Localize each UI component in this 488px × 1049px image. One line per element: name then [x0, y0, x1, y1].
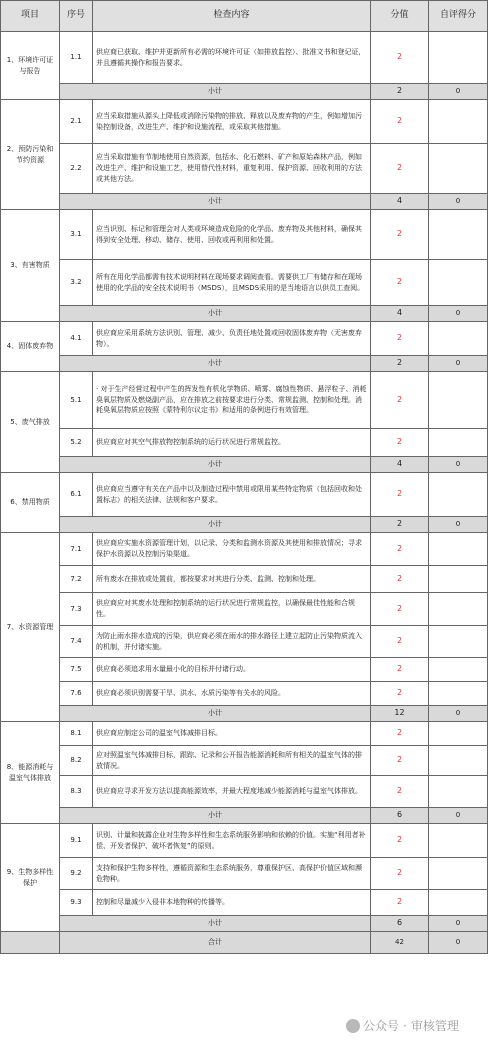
- row-seq: 6.1: [60, 473, 93, 517]
- subtotal-self-score: 0: [429, 457, 488, 473]
- subtotal-self-score: 0: [429, 706, 488, 722]
- row-score: 2: [371, 260, 429, 306]
- watermark: [346, 1017, 459, 1034]
- subtotal-score: 12: [371, 706, 429, 722]
- row-content: 控制和尽量减少入侵非本地物种的传播等。: [93, 890, 371, 916]
- row-content: 供应商应当遵守有关在产品中以及制造过程中禁用或限用某些特定物质（包括回收和处置标志）的相关法律、法规和客户要求。: [93, 473, 371, 517]
- row-seq: 7.6: [60, 682, 93, 706]
- row-content: 供应商应对其废水处理和控制系统的运行状况进行常规监控，以确保最佳性能和合规性。: [93, 593, 371, 626]
- row-score: 2: [371, 566, 429, 593]
- row-score: 2: [371, 658, 429, 682]
- row-score: 2: [371, 473, 429, 517]
- row-seq: 2.2: [60, 144, 93, 194]
- row-seq: 5.1: [60, 372, 93, 429]
- row-self-score: [429, 32, 488, 84]
- subtotal-self-score: 0: [429, 356, 488, 372]
- row-content: 支持和保护生物多样性，遵循资源和生态系统服务，尊重保护区、高保护价值区域和濒危物种。: [93, 858, 371, 890]
- subtotal-label: 小计: [60, 916, 371, 932]
- table-row: [1, 429, 488, 457]
- section-name: 9、生物多样性保护: [1, 824, 60, 932]
- subtotal-label: 小计: [60, 808, 371, 824]
- section-name: 2、预防污染和节约资源: [1, 100, 60, 210]
- row-self-score: [429, 858, 488, 890]
- row-self-score: [429, 566, 488, 593]
- row-self-score: [429, 682, 488, 706]
- total-self-score: 0: [429, 932, 488, 954]
- table-row: [1, 533, 488, 566]
- table-row: [1, 722, 488, 746]
- subtotal-row: [1, 706, 488, 722]
- subtotal-row: [1, 457, 488, 473]
- row-seq: 4.1: [60, 322, 93, 356]
- header-content: 检查内容: [93, 1, 371, 32]
- row-seq: 9.3: [60, 890, 93, 916]
- row-score: 2: [371, 682, 429, 706]
- row-content: 所有废水在排放或处置前，都按要求对其进行分类、监测、控制和处理。: [93, 566, 371, 593]
- watermark-account-name: 审核管理: [410, 1019, 459, 1033]
- table-row: [1, 100, 488, 144]
- row-content: 所有在用化学品都需有技术说明材料在现场要求调阅查看。需要供工厂有储存和在现场使用的化学品的安全技术说明书（MSDS），且MSDS采用的是当地语言以供员工查阅。: [93, 260, 371, 306]
- section-name: 7、水资源管理: [1, 533, 60, 722]
- row-content: 供应商应实施水资源管理计划，以记录、分类和监测水资源及其使用和排放情况；寻求保护水资源以及控制污染渠道。: [93, 533, 371, 566]
- subtotal-row: [1, 84, 488, 100]
- row-score: 2: [371, 890, 429, 916]
- subtotal-self-score: 0: [429, 517, 488, 533]
- row-content: 供应商已获取、维护并更新所有必需的环境许可证（如排放监控）、批准文书和登记证，并且遵循其操作和报告要求。: [93, 32, 371, 84]
- table-row: [1, 593, 488, 626]
- subtotal-self-score: 0: [429, 306, 488, 322]
- row-seq: 8.2: [60, 746, 93, 776]
- total-blank-cell: [1, 932, 60, 954]
- row-self-score: [429, 722, 488, 746]
- row-score: 2: [371, 210, 429, 260]
- subtotal-row: [1, 306, 488, 322]
- row-content: 供应商应采用系统方法识别、管理、减少、负责任地处置或回收固体废弃物（无害废弃物）。: [93, 322, 371, 356]
- subtotal-score: 4: [371, 306, 429, 322]
- subtotal-score: 2: [371, 356, 429, 372]
- row-seq: 7.5: [60, 658, 93, 682]
- row-content: 应对照温室气体减排目标，跟踪、记录和公开报告能源消耗和所有相关的温室气体的排放情况。: [93, 746, 371, 776]
- row-self-score: [429, 429, 488, 457]
- section-name: 6、禁用物质: [1, 473, 60, 533]
- row-score: 2: [371, 858, 429, 890]
- row-seq: 3.2: [60, 260, 93, 306]
- table-row: [1, 260, 488, 306]
- row-self-score: [429, 210, 488, 260]
- table-row: [1, 658, 488, 682]
- section-name: 3、有害物质: [1, 210, 60, 322]
- row-content: 供应商应对其空气排放物控制系统的运行状况进行常规监控。: [93, 429, 371, 457]
- subtotal-score: 2: [371, 517, 429, 533]
- table-row: [1, 210, 488, 260]
- subtotal-label: 小计: [60, 194, 371, 210]
- row-self-score: [429, 473, 488, 517]
- row-self-score: [429, 776, 488, 808]
- header-seq: 序号: [60, 1, 93, 32]
- row-self-score: [429, 593, 488, 626]
- row-score: 2: [371, 626, 429, 658]
- subtotal-label: 小计: [60, 517, 371, 533]
- subtotal-row: [1, 916, 488, 932]
- row-seq: 7.1: [60, 533, 93, 566]
- row-content: 应当采取措施有节制地使用自然资源，包括水、化石燃料、矿产和原始森林产品，例如改进生产、维护和设施工艺，使用替代性材料，重复利用、保护资源、回收利用的方法或其他方法。: [93, 144, 371, 194]
- row-score: 2: [371, 322, 429, 356]
- row-content: 应当采取措施从源头上降低或消除污染物的排放、释放以及废弃物的产生，例如增加污染控制设备，改进生产、维护和设施流程，或采取其他措施。: [93, 100, 371, 144]
- row-seq: 8.3: [60, 776, 93, 808]
- subtotal-score: 2: [371, 84, 429, 100]
- row-content: 供应商应寻求开发方法以提高能源效率，并最大程度地减少能源消耗与温室气体排放。: [93, 776, 371, 808]
- row-score: 2: [371, 746, 429, 776]
- row-self-score: [429, 100, 488, 144]
- row-score: 2: [371, 144, 429, 194]
- row-self-score: [429, 322, 488, 356]
- row-seq: 2.1: [60, 100, 93, 144]
- subtotal-self-score: 0: [429, 84, 488, 100]
- subtotal-label: 小计: [60, 84, 371, 100]
- row-seq: 9.1: [60, 824, 93, 858]
- row-self-score: [429, 260, 488, 306]
- subtotal-label: 小计: [60, 306, 371, 322]
- subtotal-score: 6: [371, 916, 429, 932]
- table-row: [1, 626, 488, 658]
- row-seq: 5.2: [60, 429, 93, 457]
- row-seq: 3.1: [60, 210, 93, 260]
- total-label: 合计: [60, 932, 371, 954]
- subtotal-score: 6: [371, 808, 429, 824]
- row-content: 供应商应制定公司的温室气体减排目标。: [93, 722, 371, 746]
- row-self-score: [429, 372, 488, 429]
- section-name: 8、能源消耗与温室气体排放: [1, 722, 60, 824]
- subtotal-row: [1, 356, 488, 372]
- row-score: 2: [371, 776, 429, 808]
- table-row: [1, 824, 488, 858]
- table-row: [1, 746, 488, 776]
- total-score: 42: [371, 932, 429, 954]
- subtotal-score: 4: [371, 457, 429, 473]
- subtotal-label: 小计: [60, 706, 371, 722]
- table-row: [1, 473, 488, 517]
- table-row: [1, 858, 488, 890]
- row-seq: 1.1: [60, 32, 93, 84]
- header-score: 分值: [371, 1, 429, 32]
- section-name: 1、环境许可证与报告: [1, 32, 60, 100]
- row-seq: 7.3: [60, 593, 93, 626]
- row-score: 2: [371, 593, 429, 626]
- subtotal-row: [1, 194, 488, 210]
- row-self-score: [429, 626, 488, 658]
- table-row: [1, 322, 488, 356]
- row-content: 应当识别、标记和管理会对人类或环境造成危险的化学品、废弃物及其他材料，确保其得到安全处理、移动、储存、使用、回收或再利用和处置。: [93, 210, 371, 260]
- subtotal-label: 小计: [60, 356, 371, 372]
- table-row: [1, 776, 488, 808]
- row-self-score: [429, 746, 488, 776]
- subtotal-self-score: 0: [429, 916, 488, 932]
- row-seq: 7.4: [60, 626, 93, 658]
- row-seq: 7.2: [60, 566, 93, 593]
- row-content: · 对于生产经营过程中产生的挥发性有机化学物质、喷雾、腐蚀性物质、悬浮粒子、消耗臭氧层物质及燃烧副产品，应在排放之前按要求进行分类、常规监测、控制和处理。消耗臭氧层物质应按照《蒙特利尔议定书》和适用的条例进行有效管理。: [93, 372, 371, 429]
- row-content: 供应商必须追求用水量最小化的目标并付诸行动。: [93, 658, 371, 682]
- table-row: [1, 682, 488, 706]
- row-score: 2: [371, 372, 429, 429]
- row-self-score: [429, 824, 488, 858]
- subtotal-row: [1, 808, 488, 824]
- table-row: [1, 32, 488, 84]
- header-item: 项目: [1, 1, 60, 32]
- table-row: [1, 144, 488, 194]
- row-content: 识别、计量和披露企业对生物多样性和生态系统服务影响和依赖的价值。实施“利用者补偿、开发者保护、破坏者恢复”的原则。: [93, 824, 371, 858]
- row-self-score: [429, 658, 488, 682]
- watermark-separator: ·: [403, 1019, 407, 1033]
- row-content: 为防止雨水排水造成的污染，供应商必须在雨水的排水路径上建立起防止污染物质流入的机制，并付诸实施。: [93, 626, 371, 658]
- section-name: 5、废气排放: [1, 372, 60, 473]
- section-name: 4、固体废弃物: [1, 322, 60, 372]
- header-self-score: 自评得分: [429, 1, 488, 32]
- subtotal-label: 小计: [60, 457, 371, 473]
- row-score: 2: [371, 824, 429, 858]
- subtotal-self-score: 0: [429, 194, 488, 210]
- table-row: [1, 566, 488, 593]
- row-self-score: [429, 144, 488, 194]
- subtotal-score: 4: [371, 194, 429, 210]
- watermark-prefix: 公众号: [363, 1019, 400, 1033]
- subtotal-row: [1, 517, 488, 533]
- row-seq: 9.2: [60, 858, 93, 890]
- subtotal-self-score: 0: [429, 808, 488, 824]
- row-score: 2: [371, 32, 429, 84]
- wechat-logo-icon: [346, 1019, 360, 1033]
- row-score: 2: [371, 100, 429, 144]
- row-score: 2: [371, 533, 429, 566]
- table-row: [1, 890, 488, 916]
- row-content: 供应商必须识别需要干旱、洪水、水质污染等有关水的风险。: [93, 682, 371, 706]
- header-row: [1, 1, 488, 32]
- row-self-score: [429, 533, 488, 566]
- row-score: 2: [371, 722, 429, 746]
- total-row: [1, 932, 488, 954]
- table-row: [1, 372, 488, 429]
- row-self-score: [429, 890, 488, 916]
- row-seq: 8.1: [60, 722, 93, 746]
- row-score: 2: [371, 429, 429, 457]
